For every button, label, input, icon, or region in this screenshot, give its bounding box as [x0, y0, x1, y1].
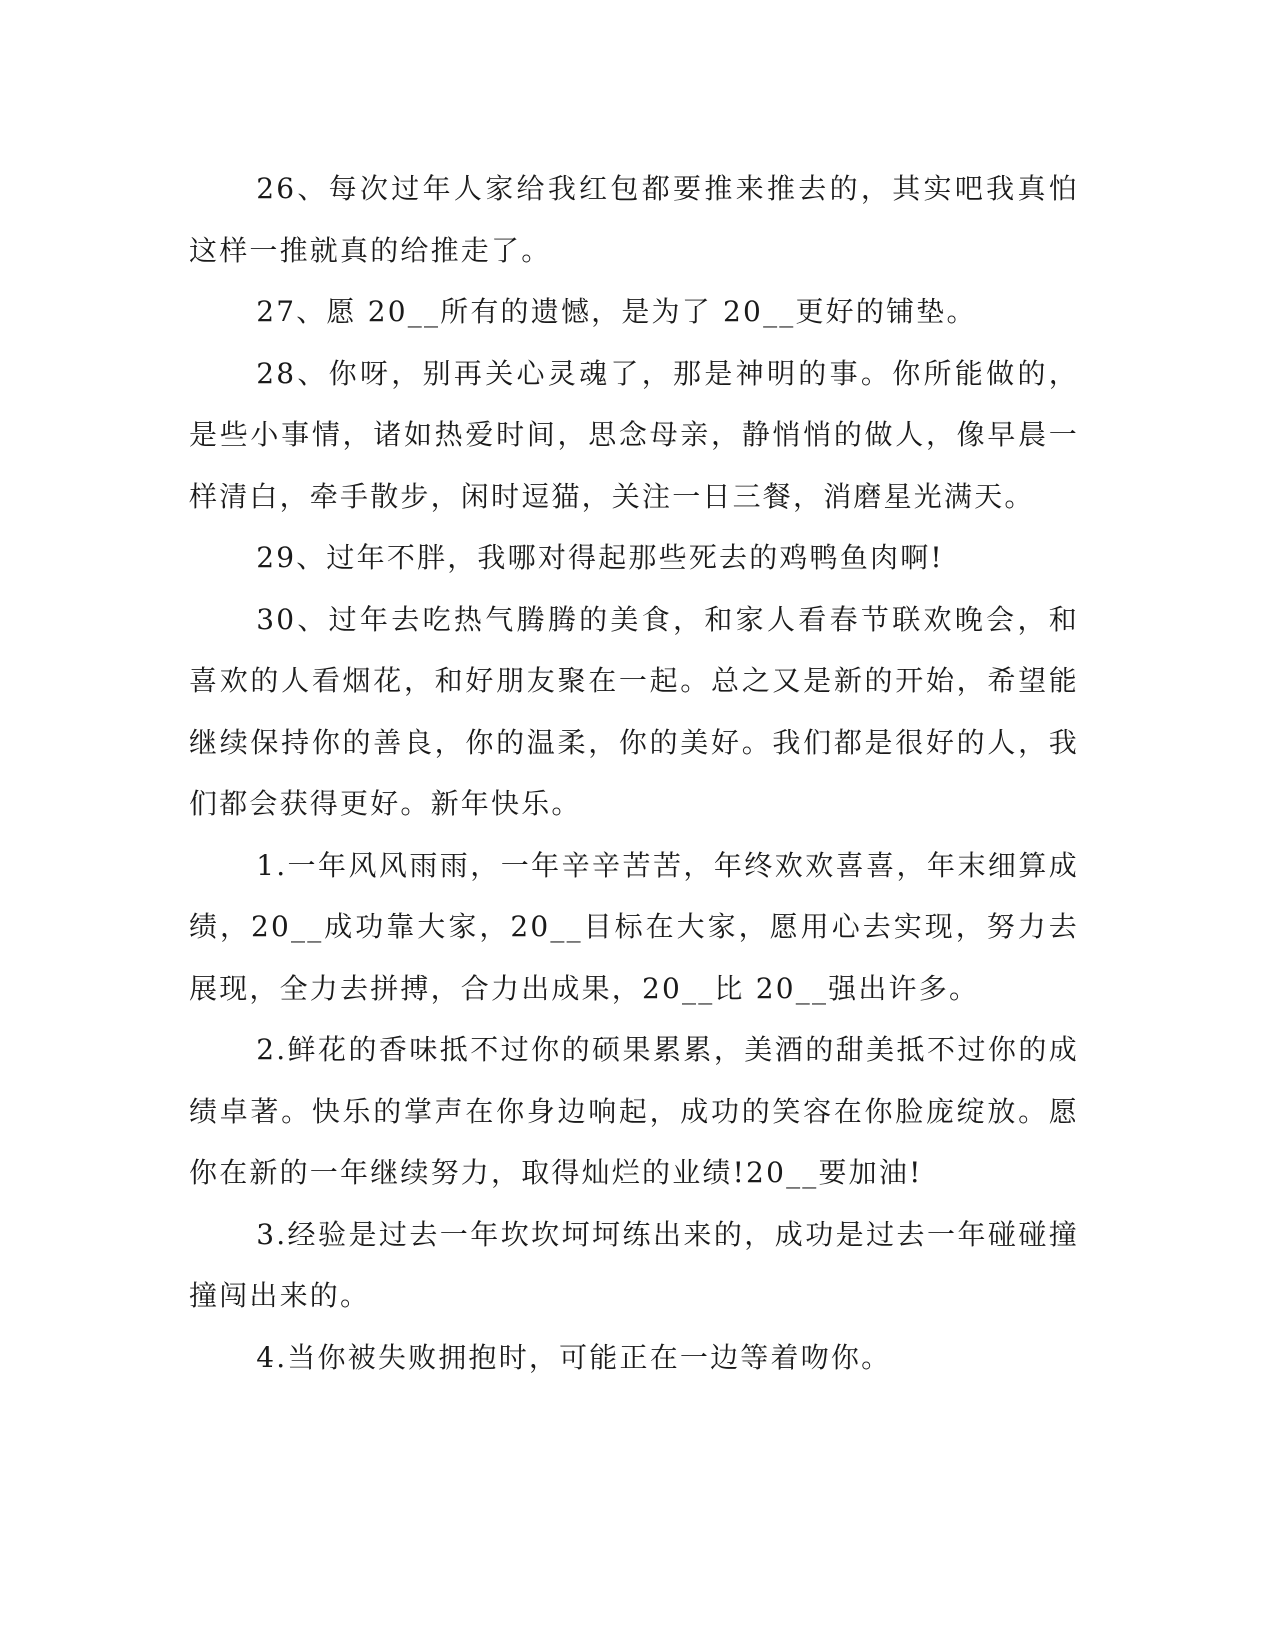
paragraph-27: 27、愿 20__所有的遗憾，是为了 20__更好的铺垫。	[256, 295, 977, 328]
paragraph-26: 26、每次过年人家给我红包都要推来推去的，其实吧我真怕这样一推就真的给推走了。	[189, 172, 1079, 267]
paragraph-item-1: 1.一年风风雨雨，一年辛辛苦苦，年终欢欢喜喜，年末细算成绩，20__成功靠大家，20__目标在大家，愿用心去实现，努力去展现，全力去拼搏，合力出成果，20__比 20__强出许多。	[189, 848, 1079, 1005]
paragraph-30: 30、过年去吃热气腾腾的美食，和家人看春节联欢晚会，和喜欢的人看烟花，和好朋友聚在一起。总之又是新的开始，希望能继续保持你的善良，你的温柔，你的美好。我们都是很好的人，我们都会获得更好。新年快乐。	[189, 602, 1079, 820]
document-body	[189, 158, 1079, 1388]
paragraph-item-3: 3.经验是过去一年坎坎坷坷练出来的，成功是过去一年碰碰撞撞闯出来的。	[189, 1217, 1079, 1312]
paragraph-28: 28、你呀，别再关心灵魂了，那是神明的事。你所能做的，是些小事情，诸如热爱时间，思念母亲，静悄悄的做人，像早晨一样清白，牵手散步，闲时逗猫，关注一日三餐，消磨星光满天。	[189, 356, 1079, 513]
paragraph-item-4: 4.当你被失败拥抱时，可能正在一边等着吻你。	[256, 1340, 892, 1374]
paragraph-item-2: 2.鲜花的香味抵不过你的硕果累累，美酒的甜美抵不过你的成绩卓著。快乐的掌声在你身边响起，成功的笑容在你脸庞绽放。愿你在新的一年继续努力，取得灿烂的业绩!20__要加油!	[189, 1033, 1079, 1189]
paragraph-29: 29、过年不胖，我哪对得起那些死去的鸡鸭鱼肉啊!	[256, 541, 944, 574]
